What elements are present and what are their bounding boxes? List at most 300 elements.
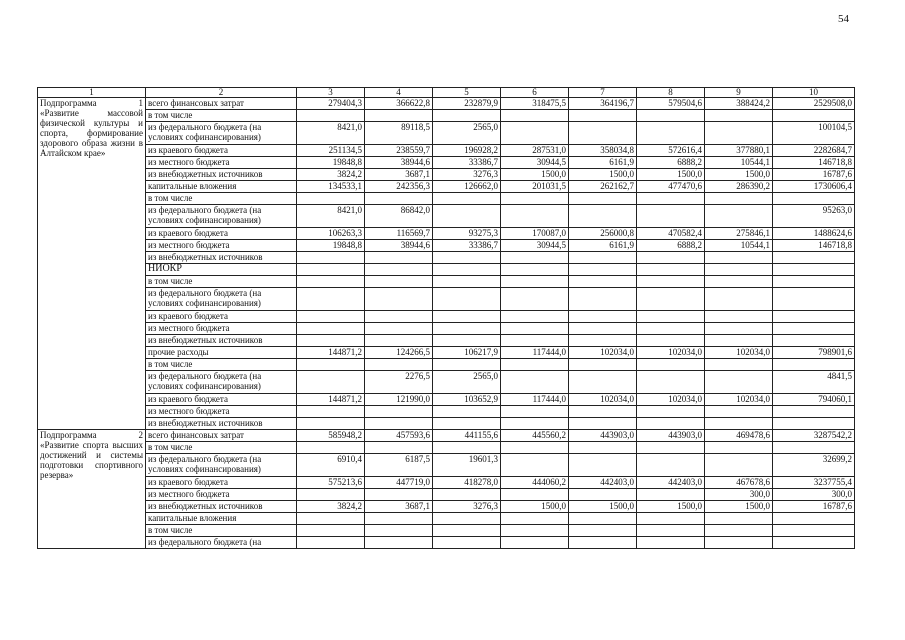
- value-cell: [705, 525, 773, 537]
- value-cell: 33386,7: [433, 157, 501, 169]
- value-cell: 1500,0: [705, 501, 773, 513]
- value-cell: 102034,0: [569, 394, 637, 406]
- value-cell: [433, 252, 501, 264]
- value-cell: 275846,1: [705, 228, 773, 240]
- value-cell: 377880,1: [705, 145, 773, 157]
- value-cell: [773, 418, 855, 430]
- value-cell: 124266,5: [365, 347, 433, 359]
- value-cell: [705, 193, 773, 205]
- table-row: [38, 323, 855, 335]
- value-cell: 467678,6: [705, 477, 773, 489]
- value-cell: 286390,2: [705, 181, 773, 193]
- table-row: [38, 122, 855, 145]
- table-row: [38, 525, 855, 537]
- value-cell: [297, 359, 365, 371]
- value-cell: [569, 359, 637, 371]
- value-cell: [297, 525, 365, 537]
- value-cell: [637, 205, 705, 228]
- table-row: [38, 335, 855, 347]
- value-cell: 103652,9: [433, 394, 501, 406]
- value-cell: [501, 537, 569, 549]
- table-row: [38, 418, 855, 430]
- value-cell: [773, 442, 855, 454]
- value-cell: 300,0: [773, 489, 855, 501]
- page-number: 54: [838, 13, 849, 25]
- value-cell: [433, 264, 501, 276]
- value-cell: [501, 454, 569, 477]
- table-row: [38, 477, 855, 489]
- value-cell: [365, 406, 433, 418]
- value-cell: [637, 122, 705, 145]
- value-cell: 798901,6: [773, 347, 855, 359]
- value-cell: 3824,2: [297, 169, 365, 181]
- value-cell: [637, 454, 705, 477]
- value-cell: [569, 454, 637, 477]
- value-cell: 10544,1: [705, 240, 773, 252]
- value-cell: [637, 513, 705, 525]
- value-cell: 442403,0: [637, 477, 705, 489]
- value-cell: 196928,2: [433, 145, 501, 157]
- value-cell: [365, 418, 433, 430]
- value-cell: [501, 525, 569, 537]
- value-cell: 102034,0: [637, 394, 705, 406]
- table-row: [38, 145, 855, 157]
- value-cell: 6161,9: [569, 240, 637, 252]
- value-cell: [773, 264, 855, 276]
- value-cell: [433, 406, 501, 418]
- value-cell: [433, 489, 501, 501]
- value-cell: [569, 205, 637, 228]
- row-label: НИОКР: [146, 264, 297, 276]
- value-cell: [637, 359, 705, 371]
- value-cell: [569, 311, 637, 323]
- value-cell: 6888,2: [637, 157, 705, 169]
- value-cell: 30944,5: [501, 240, 569, 252]
- value-cell: [365, 252, 433, 264]
- value-cell: 579504,6: [637, 98, 705, 110]
- value-cell: 144871,2: [297, 347, 365, 359]
- value-cell: 2529508,0: [773, 98, 855, 110]
- value-cell: [705, 418, 773, 430]
- value-cell: 4841,5: [773, 371, 855, 394]
- value-cell: 201031,5: [501, 181, 569, 193]
- table-row: [38, 228, 855, 240]
- value-cell: 3237755,4: [773, 477, 855, 489]
- value-cell: [637, 110, 705, 122]
- value-cell: [637, 371, 705, 394]
- value-cell: 19848,8: [297, 157, 365, 169]
- value-cell: [501, 122, 569, 145]
- value-cell: [637, 288, 705, 311]
- row-label: из федерального бюджета (на условиях софинансирования): [146, 288, 297, 311]
- value-cell: 1500,0: [705, 169, 773, 181]
- value-cell: 6910,4: [297, 454, 365, 477]
- value-cell: 1500,0: [501, 501, 569, 513]
- row-label: из внебюджетных источников: [146, 501, 297, 513]
- row-label: из внебюджетных источников: [146, 252, 297, 264]
- subprogram-name: Подпрограмма 2 «Развитие спорта высших достижений и системы подготовки спортивного резерва»: [38, 430, 146, 549]
- value-cell: [773, 335, 855, 347]
- value-cell: 1500,0: [569, 169, 637, 181]
- row-label: из краевого бюджета: [146, 145, 297, 157]
- table-row: [38, 430, 855, 442]
- value-cell: [637, 406, 705, 418]
- value-cell: 2282684,7: [773, 145, 855, 157]
- value-cell: 30944,5: [501, 157, 569, 169]
- value-cell: [501, 288, 569, 311]
- value-cell: 232879,9: [433, 98, 501, 110]
- value-cell: [773, 311, 855, 323]
- value-cell: 93275,3: [433, 228, 501, 240]
- value-cell: 16787,6: [773, 169, 855, 181]
- value-cell: 146718,8: [773, 240, 855, 252]
- row-label: прочие расходы: [146, 347, 297, 359]
- table-row: [38, 394, 855, 406]
- row-label: из федерального бюджета (на условиях софинансирования): [146, 122, 297, 145]
- value-cell: [297, 371, 365, 394]
- column-number-cell: 1: [38, 88, 146, 98]
- value-cell: 238559,7: [365, 145, 433, 157]
- value-cell: 469478,6: [705, 430, 773, 442]
- row-label: из краевого бюджета: [146, 228, 297, 240]
- value-cell: [365, 442, 433, 454]
- value-cell: 3824,2: [297, 501, 365, 513]
- value-cell: 102034,0: [569, 347, 637, 359]
- value-cell: 287531,0: [501, 145, 569, 157]
- value-cell: 1730606,4: [773, 181, 855, 193]
- row-label: из местного бюджета: [146, 489, 297, 501]
- value-cell: 2565,0: [433, 371, 501, 394]
- value-cell: 89118,5: [365, 122, 433, 145]
- value-cell: 146718,8: [773, 157, 855, 169]
- table-row: [38, 359, 855, 371]
- value-cell: 3287542,2: [773, 430, 855, 442]
- value-cell: [365, 335, 433, 347]
- table-row: [38, 240, 855, 252]
- subprogram-name: Подпрограмма 1 «Развитие массовой физической культуры и спорта, формирование здорового образа жизни в Алтайском крае»: [38, 98, 146, 430]
- value-cell: [365, 193, 433, 205]
- value-cell: [297, 110, 365, 122]
- value-cell: 1500,0: [569, 501, 637, 513]
- value-cell: [365, 359, 433, 371]
- value-cell: 19601,3: [433, 454, 501, 477]
- value-cell: [297, 442, 365, 454]
- table-row: [38, 442, 855, 454]
- value-cell: [501, 323, 569, 335]
- value-cell: 117444,0: [501, 394, 569, 406]
- value-cell: [705, 252, 773, 264]
- row-label: капитальные вложения: [146, 513, 297, 525]
- value-cell: [773, 359, 855, 371]
- value-cell: 19848,8: [297, 240, 365, 252]
- value-cell: [637, 335, 705, 347]
- value-cell: [365, 264, 433, 276]
- value-cell: 358034,8: [569, 145, 637, 157]
- value-cell: [365, 513, 433, 525]
- table-row: [38, 513, 855, 525]
- value-cell: 444060,2: [501, 477, 569, 489]
- value-cell: [705, 205, 773, 228]
- value-cell: 121990,0: [365, 394, 433, 406]
- value-cell: [297, 264, 365, 276]
- value-cell: [501, 513, 569, 525]
- value-cell: 441155,6: [433, 430, 501, 442]
- value-cell: [433, 276, 501, 288]
- table-row: [38, 347, 855, 359]
- value-cell: 3687,1: [365, 501, 433, 513]
- value-cell: [637, 276, 705, 288]
- row-label: из федерального бюджета (на условиях софинансирования): [146, 205, 297, 228]
- value-cell: [297, 193, 365, 205]
- row-label: из местного бюджета: [146, 323, 297, 335]
- value-cell: [773, 525, 855, 537]
- value-cell: [637, 323, 705, 335]
- value-cell: [705, 335, 773, 347]
- table-row: [38, 406, 855, 418]
- row-label: из внебюджетных источников: [146, 418, 297, 430]
- value-cell: [705, 110, 773, 122]
- row-label: из внебюджетных источников: [146, 169, 297, 181]
- row-label: в том числе: [146, 110, 297, 122]
- table-row: [38, 371, 855, 394]
- value-cell: [705, 371, 773, 394]
- value-cell: 6187,5: [365, 454, 433, 477]
- value-cell: [501, 359, 569, 371]
- value-cell: [433, 205, 501, 228]
- value-cell: [297, 288, 365, 311]
- column-number-cell: 6: [501, 88, 569, 98]
- value-cell: 116569,7: [365, 228, 433, 240]
- row-label: из краевого бюджета: [146, 311, 297, 323]
- value-cell: 1500,0: [501, 169, 569, 181]
- value-cell: [773, 537, 855, 549]
- table-row: [38, 537, 855, 549]
- value-cell: [569, 418, 637, 430]
- column-number-cell: 2: [146, 88, 297, 98]
- row-label: в том числе: [146, 359, 297, 371]
- value-cell: [569, 371, 637, 394]
- table-row: [38, 501, 855, 513]
- value-cell: 442403,0: [569, 477, 637, 489]
- value-cell: 457593,6: [365, 430, 433, 442]
- value-cell: 256000,8: [569, 228, 637, 240]
- value-cell: 366622,8: [365, 98, 433, 110]
- value-cell: [297, 252, 365, 264]
- row-label: из краевого бюджета: [146, 394, 297, 406]
- value-cell: 575213,6: [297, 477, 365, 489]
- value-cell: [501, 252, 569, 264]
- value-cell: 445560,2: [501, 430, 569, 442]
- value-cell: [297, 311, 365, 323]
- value-cell: [569, 252, 637, 264]
- value-cell: [637, 311, 705, 323]
- value-cell: 279404,3: [297, 98, 365, 110]
- table-row: [38, 489, 855, 501]
- value-cell: [569, 323, 637, 335]
- value-cell: [365, 489, 433, 501]
- value-cell: [297, 323, 365, 335]
- value-cell: 585948,2: [297, 430, 365, 442]
- value-cell: [773, 406, 855, 418]
- value-cell: 38944,6: [365, 157, 433, 169]
- table-row: [38, 276, 855, 288]
- budget-table: [37, 87, 855, 549]
- value-cell: [433, 311, 501, 323]
- value-cell: 318475,5: [501, 98, 569, 110]
- value-cell: [433, 442, 501, 454]
- value-cell: [501, 276, 569, 288]
- value-cell: [297, 406, 365, 418]
- value-cell: [569, 406, 637, 418]
- value-cell: [705, 442, 773, 454]
- value-cell: [501, 406, 569, 418]
- value-cell: [569, 537, 637, 549]
- value-cell: 300,0: [705, 489, 773, 501]
- value-cell: 16787,6: [773, 501, 855, 513]
- value-cell: [433, 418, 501, 430]
- table-row: [38, 252, 855, 264]
- table-row: [38, 311, 855, 323]
- value-cell: [637, 489, 705, 501]
- value-cell: [569, 513, 637, 525]
- value-cell: 6161,9: [569, 157, 637, 169]
- value-cell: [773, 323, 855, 335]
- value-cell: 106217,9: [433, 347, 501, 359]
- value-cell: 470582,4: [637, 228, 705, 240]
- value-cell: 443903,0: [569, 430, 637, 442]
- value-cell: [705, 359, 773, 371]
- column-number-row: [38, 88, 855, 98]
- row-label: из внебюджетных источников: [146, 335, 297, 347]
- value-cell: [297, 513, 365, 525]
- value-cell: [365, 323, 433, 335]
- value-cell: [365, 311, 433, 323]
- value-cell: 242356,3: [365, 181, 433, 193]
- value-cell: 8421,0: [297, 205, 365, 228]
- value-cell: 2276,5: [365, 371, 433, 394]
- value-cell: 102034,0: [637, 347, 705, 359]
- value-cell: [569, 264, 637, 276]
- value-cell: 364196,7: [569, 98, 637, 110]
- value-cell: [637, 525, 705, 537]
- value-cell: [433, 193, 501, 205]
- value-cell: [637, 193, 705, 205]
- value-cell: [773, 110, 855, 122]
- value-cell: [637, 418, 705, 430]
- value-cell: [297, 335, 365, 347]
- column-number-cell: 7: [569, 88, 637, 98]
- value-cell: 95263,0: [773, 205, 855, 228]
- table-row: [38, 264, 855, 276]
- value-cell: [637, 537, 705, 549]
- budget-table-body: [38, 88, 855, 549]
- value-cell: [705, 513, 773, 525]
- row-label: из федерального бюджета (на условиях софинансирования): [146, 371, 297, 394]
- value-cell: 86842,0: [365, 205, 433, 228]
- row-label: из федерального бюджета (на условиях софинансирования): [146, 454, 297, 477]
- value-cell: [705, 122, 773, 145]
- value-cell: [365, 525, 433, 537]
- value-cell: 6888,2: [637, 240, 705, 252]
- value-cell: [433, 537, 501, 549]
- value-cell: [433, 335, 501, 347]
- value-cell: 33386,7: [433, 240, 501, 252]
- value-cell: [637, 442, 705, 454]
- value-cell: [773, 276, 855, 288]
- value-cell: [569, 122, 637, 145]
- value-cell: 144871,2: [297, 394, 365, 406]
- value-cell: 100104,5: [773, 122, 855, 145]
- table-row: [38, 181, 855, 193]
- value-cell: 251134,5: [297, 145, 365, 157]
- column-number-cell: 9: [705, 88, 773, 98]
- value-cell: 3687,1: [365, 169, 433, 181]
- value-cell: [297, 537, 365, 549]
- value-cell: 170087,0: [501, 228, 569, 240]
- value-cell: 262162,7: [569, 181, 637, 193]
- value-cell: [569, 335, 637, 347]
- value-cell: 10544,1: [705, 157, 773, 169]
- table-row: [38, 98, 855, 110]
- value-cell: 477470,6: [637, 181, 705, 193]
- value-cell: [705, 406, 773, 418]
- row-label: в том числе: [146, 525, 297, 537]
- value-cell: [569, 525, 637, 537]
- table-row: [38, 205, 855, 228]
- value-cell: 106263,3: [297, 228, 365, 240]
- value-cell: [569, 193, 637, 205]
- value-cell: [433, 513, 501, 525]
- table-row: [38, 288, 855, 311]
- value-cell: [501, 335, 569, 347]
- value-cell: 102034,0: [705, 394, 773, 406]
- value-cell: 38944,6: [365, 240, 433, 252]
- value-cell: [433, 323, 501, 335]
- value-cell: 794060,1: [773, 394, 855, 406]
- value-cell: [705, 537, 773, 549]
- value-cell: [501, 418, 569, 430]
- value-cell: [501, 442, 569, 454]
- row-label: из местного бюджета: [146, 157, 297, 169]
- row-label: в том числе: [146, 193, 297, 205]
- value-cell: 447719,0: [365, 477, 433, 489]
- value-cell: 2565,0: [433, 122, 501, 145]
- value-cell: [501, 205, 569, 228]
- column-number-cell: 5: [433, 88, 501, 98]
- row-label: из местного бюджета: [146, 240, 297, 252]
- value-cell: [569, 288, 637, 311]
- value-cell: [705, 454, 773, 477]
- value-cell: 388424,2: [705, 98, 773, 110]
- value-cell: [569, 110, 637, 122]
- table-row: [38, 193, 855, 205]
- value-cell: 418278,0: [433, 477, 501, 489]
- value-cell: [773, 513, 855, 525]
- row-label: из местного бюджета: [146, 406, 297, 418]
- column-number-cell: 3: [297, 88, 365, 98]
- column-number-cell: 4: [365, 88, 433, 98]
- value-cell: [705, 264, 773, 276]
- value-cell: [433, 359, 501, 371]
- value-cell: [705, 323, 773, 335]
- value-cell: 572616,4: [637, 145, 705, 157]
- table-row: [38, 169, 855, 181]
- value-cell: [365, 288, 433, 311]
- table-row: [38, 157, 855, 169]
- value-cell: 117444,0: [501, 347, 569, 359]
- value-cell: [501, 110, 569, 122]
- value-cell: [501, 489, 569, 501]
